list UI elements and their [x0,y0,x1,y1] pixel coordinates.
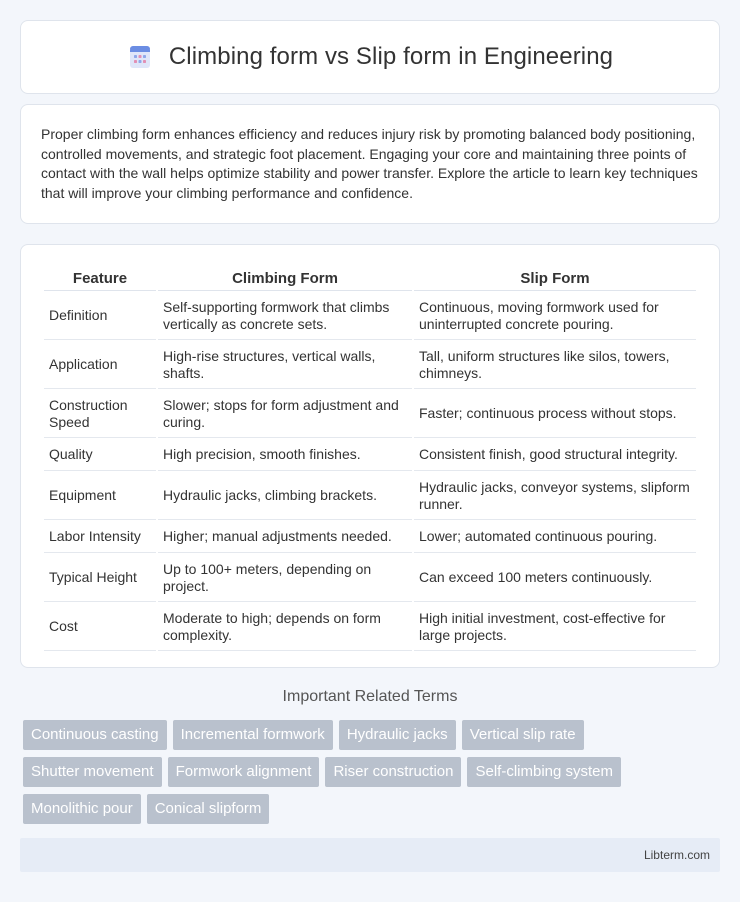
building-icon [127,44,153,70]
page-title: Climbing form vs Slip form in Engineering [168,43,614,70]
tag-monolithic-pour[interactable]: Monolithic pour [23,794,141,824]
tag-riser-construction[interactable]: Riser construction [325,757,461,787]
comparison-table-card [20,244,720,668]
table-row [44,555,696,602]
slip-form-cell: Faster; continuous process without stops. [414,391,696,438]
tag-hydraulic-jacks[interactable]: Hydraulic jacks [339,720,456,750]
column-header-slip-form: Slip Form [414,267,696,291]
related-terms-tags [23,720,723,831]
tag-shutter-movement[interactable]: Shutter movement [23,757,162,787]
climbing-form-cell: Moderate to high; depends on form complexity. [158,604,412,651]
header [127,43,613,71]
slip-form-cell: Tall, uniform structures like silos, towers, chimneys. [414,342,696,389]
column-header-climbing-form: Climbing Form [158,267,412,291]
footer [20,838,720,872]
feature-cell: Quality [44,440,156,471]
intro-card [20,104,720,224]
tag-incremental-formwork[interactable]: Incremental formwork [173,720,333,750]
climbing-form-cell: Higher; manual adjustments needed. [158,522,412,553]
slip-form-cell: Hydraulic jacks, conveyor systems, slipform runner. [414,473,696,520]
table-row [44,473,696,520]
feature-cell: Construction Speed [44,391,156,438]
feature-cell: Definition [44,293,156,340]
slip-form-cell: Lower; automated continuous pouring. [414,522,696,553]
table-row [44,342,696,389]
footer-site-link[interactable]: Libterm.com [643,848,710,862]
table-row [44,391,696,438]
feature-cell: Cost [44,604,156,651]
climbing-form-cell: Hydraulic jacks, climbing brackets. [158,473,412,520]
feature-cell: Labor Intensity [44,522,156,553]
header-card [20,20,720,94]
column-header-feature: Feature [44,267,156,291]
related-terms-title: Important Related Terms [282,688,458,705]
tag-formwork-alignment[interactable]: Formwork alignment [168,757,320,787]
slip-form-cell: Can exceed 100 meters continuously. [414,555,696,602]
feature-cell: Typical Height [44,555,156,602]
table-row [44,293,696,340]
tag-self-climbing-system[interactable]: Self-climbing system [467,757,621,787]
table-header-row [44,267,696,291]
table-row [44,522,696,553]
slip-form-cell: High initial investment, cost-effective for large projects. [414,604,696,651]
tag-conical-slipform[interactable]: Conical slipform [147,794,270,824]
table-row [44,604,696,651]
comparison-table [42,265,698,653]
table-row [44,440,696,471]
climbing-form-cell: High-rise structures, vertical walls, shafts. [158,342,412,389]
climbing-form-cell: Self-supporting formwork that climbs vertically as concrete sets. [158,293,412,340]
feature-cell: Application [44,342,156,389]
feature-cell: Equipment [44,473,156,520]
tag-vertical-slip-rate[interactable]: Vertical slip rate [462,720,584,750]
intro-paragraph: Proper climbing form enhances efficiency and reduces injury risk by promoting balanced body positioning, controlled movements, and strategic foot placement. Engaging your core and maintaining three points of contact with the wall helps optimize stability and power transfer. Explore the article to learn key techniques that will improve your climbing performance and confidence. [41,126,698,201]
slip-form-cell: Consistent finish, good structural integrity. [414,440,696,471]
tag-continuous-casting[interactable]: Continuous casting [23,720,167,750]
climbing-form-cell: Slower; stops for form adjustment and curing. [158,391,412,438]
slip-form-cell: Continuous, moving formwork used for uninterrupted concrete pouring. [414,293,696,340]
climbing-form-cell: Up to 100+ meters, depending on project. [158,555,412,602]
climbing-form-cell: High precision, smooth finishes. [158,440,412,471]
